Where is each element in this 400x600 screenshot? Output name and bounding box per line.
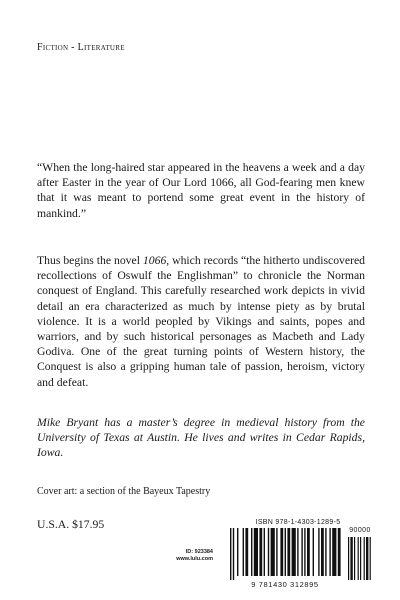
barcode-bar	[268, 528, 269, 576]
price-label: U.S.A. $17.95	[37, 518, 105, 531]
barcode-bar	[264, 528, 265, 576]
barcode-bar	[292, 528, 296, 576]
barcode-bar	[243, 528, 244, 576]
barcode-main-bars	[230, 528, 341, 580]
barcode-bar	[318, 528, 319, 576]
book-title: 1066	[142, 254, 167, 267]
barcode-bar	[259, 528, 262, 576]
barcode-bar	[338, 528, 341, 576]
cover-art-credit: Cover art: a section of the Bayeux Tapestry	[37, 486, 211, 497]
author-bio: Mike Bryant has a master’s degree in medieval history from the University of Texas at Austin. He lives and writes in Cedar Rapids, Iowa.	[37, 416, 365, 460]
barcode-bar	[325, 528, 326, 576]
description-rest: , which records “the hitherto undiscovered recollections of Oswulf the Englishman” to chronicle the Norman conquest of England. This carefully researched work depicts in vivid detail an era characterized as much by intense piety as by brutal violence. It is a world peopled by Vikings and saints, popes and warriors, and by such historical personages as Macbeth and Lady Godiva. One of the great turning points of Western history, the Conquest is also a gripping human tale of passion, heroism, victory and defeat.	[37, 254, 365, 389]
barcode-addon-bar	[364, 537, 365, 580]
opening-quote: “When the long-haired star appeared in the heavens a week and a day after Easter in the year of Our Lord 1066, all God-fearing men knew that it was meant to portend some great event in the history of mankind.”	[37, 161, 365, 220]
barcode-bar	[285, 528, 286, 576]
barcode-bar	[321, 528, 324, 576]
barcode-addon-bar	[358, 537, 359, 580]
barcode-addon-bar	[350, 537, 352, 580]
barcode-bar	[329, 528, 330, 576]
isbn-barcode	[228, 528, 374, 580]
barcode-bar	[313, 528, 314, 576]
publisher-url: www.lulu.com	[176, 556, 213, 562]
barcode-addon-bar	[348, 537, 349, 580]
barcode-addon-bar	[370, 537, 371, 580]
barcode-bar	[237, 528, 238, 576]
barcode-bar	[245, 528, 248, 576]
isbn-label: ISBN 978-1-4303-1289-5	[255, 519, 341, 526]
barcode-addon-bar	[354, 537, 355, 580]
barcode-bar	[304, 528, 305, 576]
barcode-addon-digits: 90000	[349, 527, 371, 534]
barcode-bar	[307, 528, 310, 576]
barcode-bar	[254, 528, 258, 576]
publisher-id-block	[133, 549, 213, 563]
barcode-addon-bar	[360, 537, 361, 580]
barcode-bar	[251, 528, 252, 576]
barcode-addon-bar	[366, 537, 368, 580]
publisher-id: ID: 923384	[185, 549, 213, 555]
barcode-bar	[230, 528, 231, 580]
barcode-bar	[332, 528, 336, 576]
barcode-bar	[271, 528, 275, 576]
book-description	[37, 253, 365, 390]
barcode-bar	[276, 528, 277, 576]
barcode-bar	[280, 528, 283, 576]
barcode-bar	[233, 528, 234, 580]
category-label: Fiction - Literature	[37, 42, 125, 53]
barcode-digits: 9 781430 312895	[251, 580, 319, 589]
barcode-addon-bars	[348, 537, 371, 580]
barcode-bar	[301, 528, 302, 576]
barcode-bar	[297, 528, 298, 576]
description-intro: Thus begins the novel	[37, 254, 143, 267]
barcode-bar	[287, 528, 290, 576]
